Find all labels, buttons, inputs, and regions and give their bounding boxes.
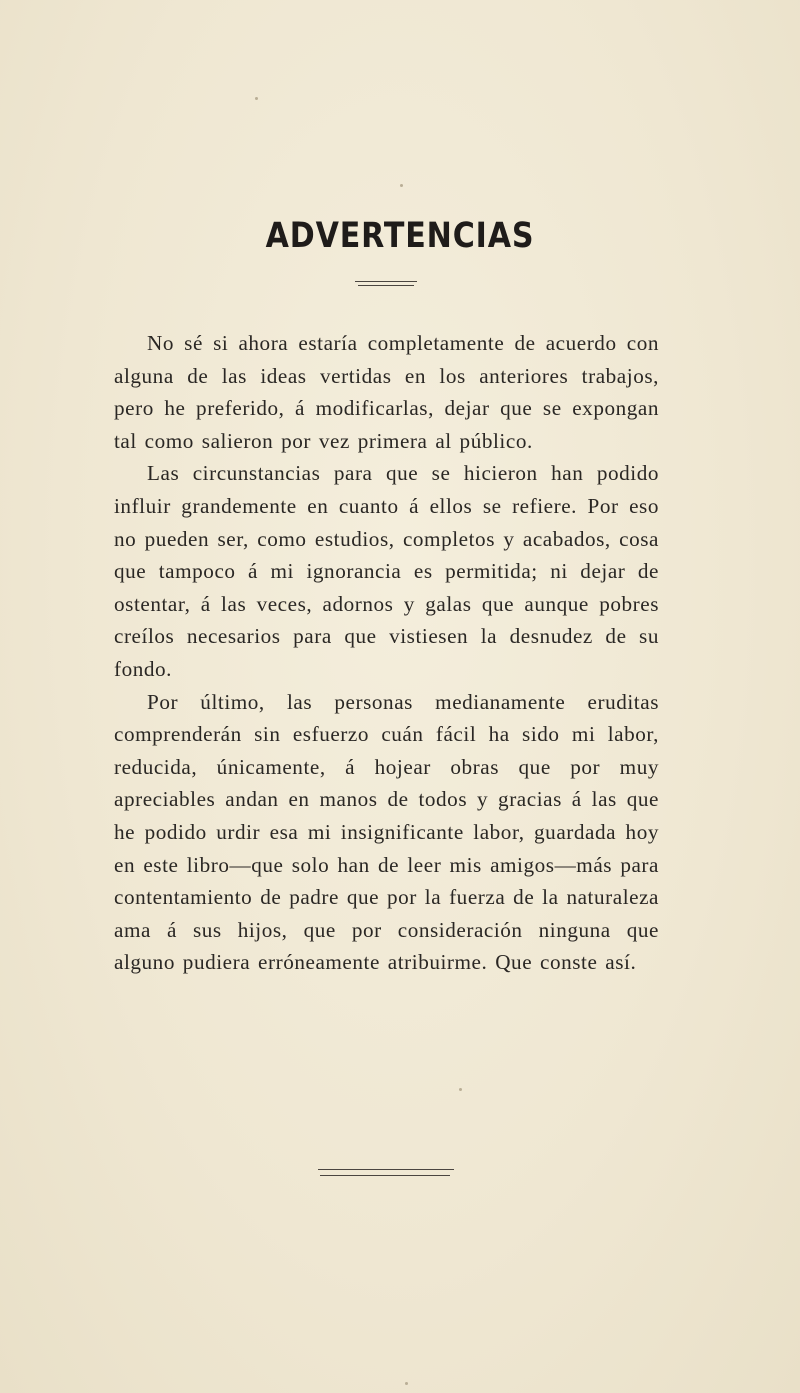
title-rule-top [355,281,417,282]
closing-rule-top [318,1169,454,1170]
paper-speck [400,184,403,187]
page-title: ADVERTENCIAS [265,216,535,256]
paragraph: Las circunstancias para que se hicieron han podido influir grandemente en cuanto á ellos se refiere. Por eso no pueden ser, como estudios, completos y acabados, cosa que tampoco á mi ignorancia es permitida; ni dejar de ostentar, á las veces, adornos y galas que aunque pobres creílos necesarios para que vistiesen la desnudez de su fondo. [114,461,659,681]
body-text [114,327,659,979]
title-rule-bottom [358,285,414,286]
paper-speck [405,1382,408,1385]
closing-rule-bottom [320,1175,450,1176]
paper-speck [459,1088,462,1091]
paragraph: Por último, las personas medianamente eruditas comprenderán sin esfuerzo cuán fácil ha sido mi labor, reducida, únicamente, á hojear obras que por muy apreciables andan en manos de todos y gracias á las que he podido urdir esa mi insignificante labor, guardada hoy en este libro—que solo han de leer mis amigos—más para contentamiento de padre que por la fuerza de la naturaleza ama á sus hijos, que por consideración ninguna que alguno pudiera erróneamente atribuirme. Que conste así. [114,689,659,975]
paragraph: No sé si ahora estaría completamente de acuerdo con alguna de las ideas vertidas en los anteriores trabajos, pero he preferido, á modificarlas, dejar que se expongan tal como salieron por vez primera al público. [114,331,659,453]
paper-speck [255,97,258,100]
